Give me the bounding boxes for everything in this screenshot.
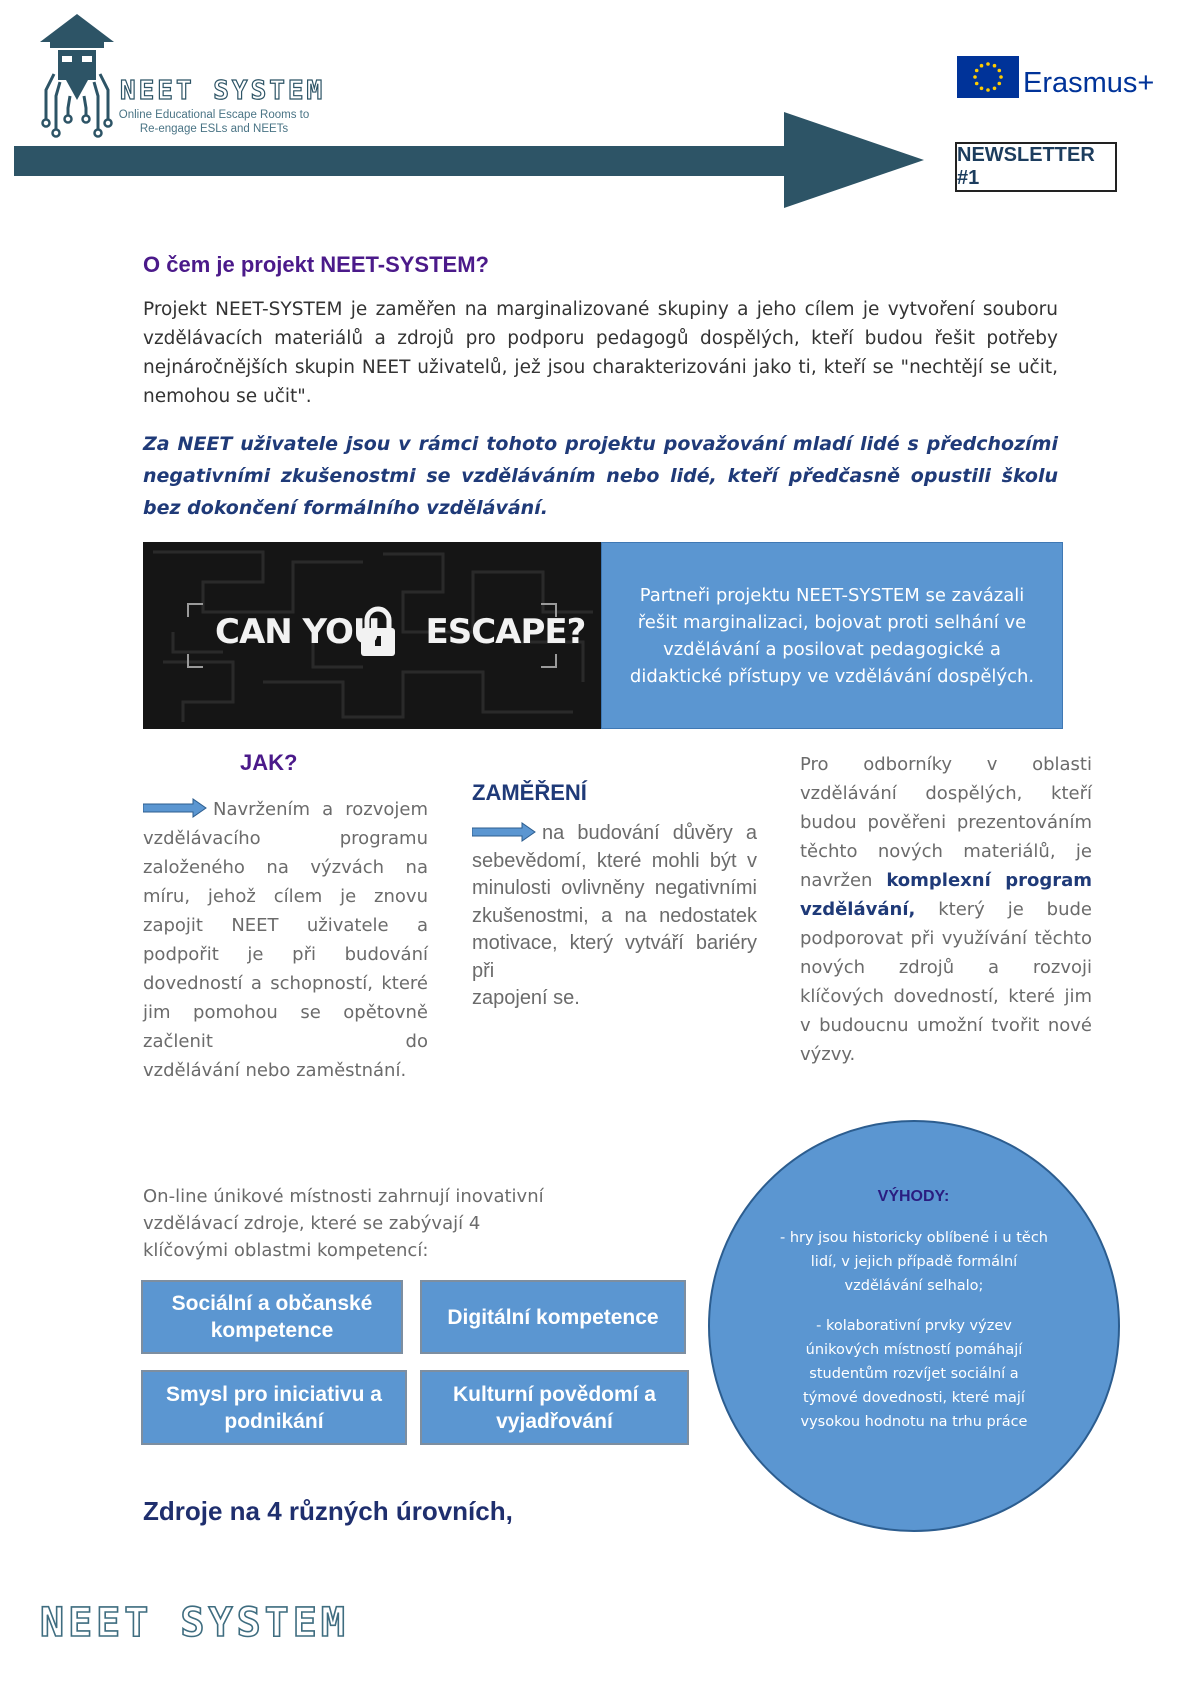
experts-text-last: výzvy. bbox=[800, 1044, 856, 1065]
partners-box bbox=[601, 542, 1063, 729]
competences-intro: On-line únikové místnosti zahrnují inovativní vzdělávací zdroje, které se zabývají 4 klíčovými oblastmi kompetencí: bbox=[143, 1186, 544, 1261]
benefits-heading: VÝHODY: bbox=[877, 1188, 950, 1205]
resources-heading: Zdroje na 4 různých úrovních, bbox=[143, 1496, 513, 1526]
footer-logo: NEET SYSTEM bbox=[40, 1600, 349, 1646]
jak-heading: JAK? bbox=[240, 750, 298, 775]
partners-text: Partneři projektu NEET-SYSTEM se zavázali řešit marginalizaci, bojovat proti selhání ve vzdělávání a posilovat pedagogické a didaktické přístupy ve vzdělávání dospělých. bbox=[629, 584, 1035, 687]
competence-label: Digitální kompetence bbox=[447, 1305, 659, 1329]
competence-box bbox=[141, 1370, 407, 1445]
benefit-item: - kolaborativní prvky výzev únikových místností pomáhají studentům rozvíjet sociální a týmové dovednosti, které mají vysokou hodnotu na trhu práce bbox=[800, 1318, 1028, 1430]
escape-text-left: CAN YOU bbox=[215, 612, 380, 652]
logo-subtitle: Online Educational Escape Rooms to Re-engage ESLs and NEETs bbox=[118, 109, 310, 135]
escape-image-text bbox=[215, 612, 585, 652]
intro-heading: O čem je projekt NEET-SYSTEM? bbox=[143, 252, 489, 277]
arrow-right-icon bbox=[472, 822, 536, 842]
experts-text-before: Pro odborníky v oblasti vzdělávání dospělých, kteří budou pověřeni prezentováním těchto nových materiálů, je navržen bbox=[800, 754, 1092, 891]
erasmus-plus-logo: Erasmus+ bbox=[1023, 67, 1155, 99]
header-arrow-banner bbox=[14, 112, 924, 208]
jak-text: Navržením a rozvojem vzdělávacího programu založeného na výzvách na míru, jehož cílem je znovu zapojit NEET uživatele a podpořit je při budování dovedností a schopností, které jim pomohou se opětovně začlenit do bbox=[143, 799, 428, 1052]
jak-text-last: vzdělávání nebo zaměstnání. bbox=[143, 1060, 407, 1081]
competence-box bbox=[420, 1370, 689, 1445]
competence-label: Smysl pro iniciativu a podnikání bbox=[166, 1382, 382, 1433]
zamereni-text: na budování důvěry a sebevědomí, které mohli být v minulosti ovlivněny negativními zkušenostmi, a na nedostatek motivace, který vytváří bariéry při bbox=[472, 822, 757, 982]
competence-label: Kulturní povědomí a vyjadřování bbox=[452, 1382, 656, 1433]
competence-box bbox=[141, 1280, 403, 1354]
experts-column bbox=[800, 750, 1092, 1069]
experts-text-after: který je bude podporovat při využívání těchto nových zdrojů a rozvoji klíčových dovedností, které jim v budoucnu umožní tvořit nové bbox=[800, 899, 1092, 1036]
escape-text-right: ESCAPE? bbox=[425, 612, 586, 652]
benefits-list bbox=[780, 1226, 1048, 1450]
newsletter-badge: NEWSLETTER #1 bbox=[955, 142, 1117, 192]
eu-flag-icon bbox=[957, 56, 1019, 98]
intro-paragraph: Projekt NEET-SYSTEM je zaměřen na marginalizované skupiny a jeho cílem je vytvoření souboru vzdělávacích materiálů a zdrojů pro podporu pedagogů dospělých, kteří budou řešit potřeby nejnáročnějších skupin NEET uživatelů, jež jsou charakterizováni jako ti, kteří se "nechtějí se učit, nemohou se učit". bbox=[143, 299, 1058, 407]
zamereni-column bbox=[472, 820, 757, 1013]
competence-label: Sociální a občanské kompetence bbox=[171, 1292, 373, 1342]
jak-column bbox=[143, 795, 428, 1085]
experts-program-highlight: komplexní program vzdělávání, bbox=[800, 870, 1092, 920]
zamereni-text-last: zapojení se. bbox=[472, 987, 580, 1009]
logo-title: NEET SYSTEM bbox=[120, 76, 326, 106]
arrow-right-icon bbox=[143, 798, 207, 818]
competence-box bbox=[420, 1280, 686, 1354]
zamereni-heading: ZAMĚŘENÍ bbox=[472, 780, 587, 805]
benefit-item: - hry jsou historicky oblíbené i u těch lidí, v jejich případě formální vzdělávání selhalo; bbox=[780, 1230, 1048, 1294]
neet-definition: Za NEET uživatele jsou v rámci tohoto projektu považování mladí lidé s předchozími negativními zkušenostmi se vzděláváním nebo lidé, kteří předčasně opustili školu bez dokončení formálního vzdělávání. bbox=[143, 433, 1058, 519]
